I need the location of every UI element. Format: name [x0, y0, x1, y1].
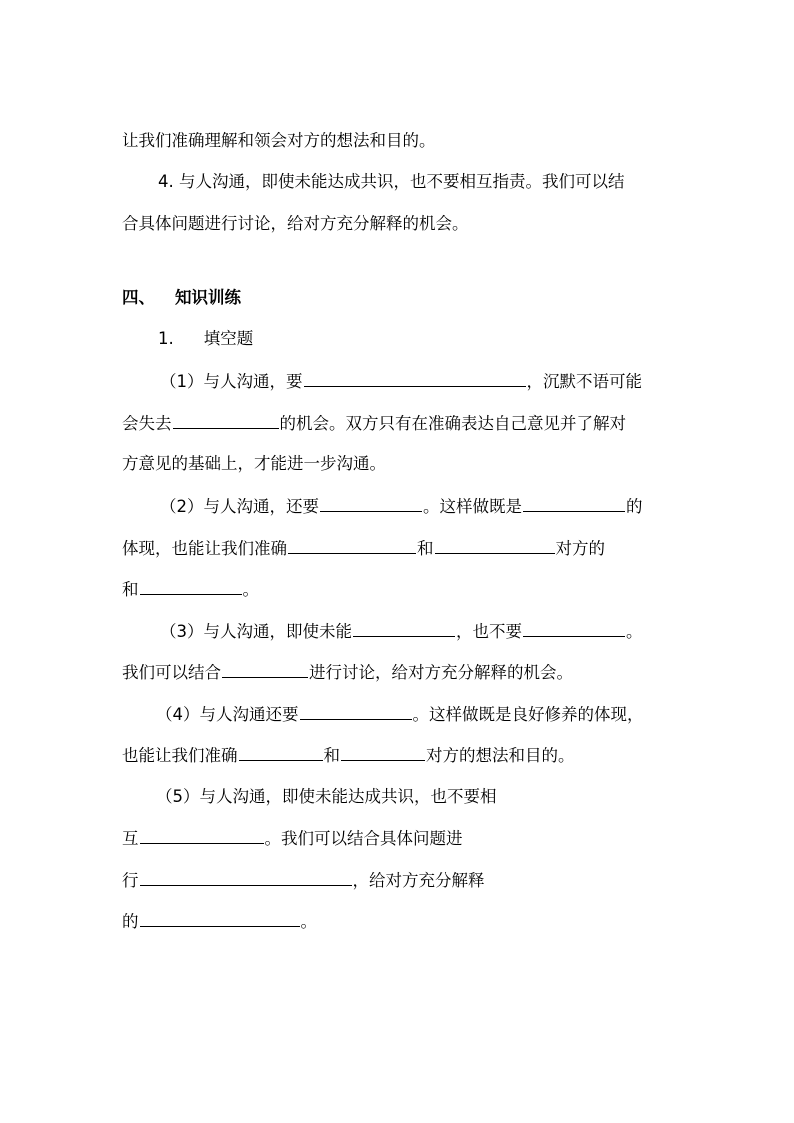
question-5-line-2: [122, 827, 694, 850]
point-4-text-cont: 合具体问题进行讨论，给对方充分解释的机会。: [122, 214, 469, 233]
question-text: 。这样做既是良好修养的体现，: [412, 705, 644, 724]
point-4-text: 4. 与人沟通，即使未能达成共识，也不要相互指责。我们可以结: [158, 172, 625, 191]
section-title: 知识训练: [175, 288, 241, 307]
question-1-line-3: [122, 453, 694, 475]
intro-text: 让我们准确理解和领会对方的想法和目的。: [122, 131, 436, 150]
question-text: （2）与人沟通，还要: [160, 497, 319, 516]
question-text: 和: [122, 580, 139, 599]
section-number: 四、: [122, 288, 155, 307]
question-text: 方意见的基础上，才能进一步沟通。: [122, 454, 386, 473]
question-5-line-3: [122, 869, 694, 892]
answer-blank[interactable]: [173, 412, 279, 429]
answer-blank[interactable]: [140, 578, 242, 595]
question-1-line-1: [160, 370, 694, 393]
answer-blank[interactable]: [222, 661, 308, 678]
intro-line-1: [122, 130, 694, 152]
answer-blank[interactable]: [435, 537, 555, 554]
question-text: 和: [323, 746, 340, 765]
point-4-line-2: [122, 213, 694, 235]
question-text: 的: [626, 497, 643, 516]
answer-blank[interactable]: [523, 495, 625, 512]
subsection-heading: [158, 328, 694, 350]
question-3-line-1: [160, 620, 694, 643]
question-text: 体现，也能让我们准确: [122, 539, 287, 558]
question-text: 和: [417, 539, 434, 558]
question-3-line-2: [122, 661, 694, 684]
question-4-line-1: [156, 703, 694, 726]
question-text: ，给对方充分解释: [352, 871, 485, 890]
question-5-line-4: [122, 910, 694, 933]
question-text: 。: [242, 580, 259, 599]
question-text: 。我们可以结合具体问题进: [264, 829, 463, 848]
answer-blank[interactable]: [140, 910, 300, 927]
question-1-line-2: [122, 412, 694, 435]
question-text: 。: [300, 912, 317, 931]
question-5-line-1: [156, 786, 694, 808]
answer-blank[interactable]: [353, 620, 455, 637]
question-text: 进行讨论，给对方充分解释的机会。: [309, 663, 573, 682]
question-2-line-2: [122, 537, 694, 560]
question-4-line-2: [122, 744, 694, 767]
question-text: （1）与人沟通，要: [160, 372, 303, 391]
question-text: 对方的: [555, 539, 605, 558]
question-text: 会失去: [122, 414, 172, 433]
question-text: 。: [626, 622, 643, 641]
section-heading: [122, 287, 694, 309]
answer-blank[interactable]: [239, 744, 323, 761]
answer-blank[interactable]: [288, 537, 416, 554]
answer-blank[interactable]: [140, 827, 264, 844]
question-text: ，也不要: [456, 622, 522, 641]
question-text: 对方的想法和目的。: [426, 746, 575, 765]
answer-blank[interactable]: [320, 495, 422, 512]
question-text: 的: [122, 912, 139, 931]
answer-blank[interactable]: [523, 620, 625, 637]
answer-blank[interactable]: [341, 744, 425, 761]
answer-blank[interactable]: [300, 703, 412, 720]
subsection-number: 1.: [158, 329, 174, 348]
point-4-line-1: [158, 171, 694, 193]
answer-blank[interactable]: [140, 869, 352, 886]
question-text: 行: [122, 871, 139, 890]
question-text: （4）与人沟通还要: [156, 705, 299, 724]
question-2-line-1: [160, 495, 694, 518]
question-text: 。这样做既是: [423, 497, 522, 516]
question-2-line-3: [122, 578, 694, 601]
question-text: 的机会。双方只有在准确表达自己意见并了解对: [279, 414, 626, 433]
question-text: （5）与人沟通，即使未能达成共识，也不要相: [156, 787, 497, 806]
question-text: ，沉默不语可能: [526, 372, 642, 391]
question-text: 也能让我们准确: [122, 746, 238, 765]
subsection-title: 填空题: [203, 329, 254, 348]
answer-blank[interactable]: [304, 370, 526, 387]
question-text: 互: [122, 829, 139, 848]
question-text: （3）与人沟通，即使未能: [160, 622, 352, 641]
question-text: 我们可以结合: [122, 663, 221, 682]
